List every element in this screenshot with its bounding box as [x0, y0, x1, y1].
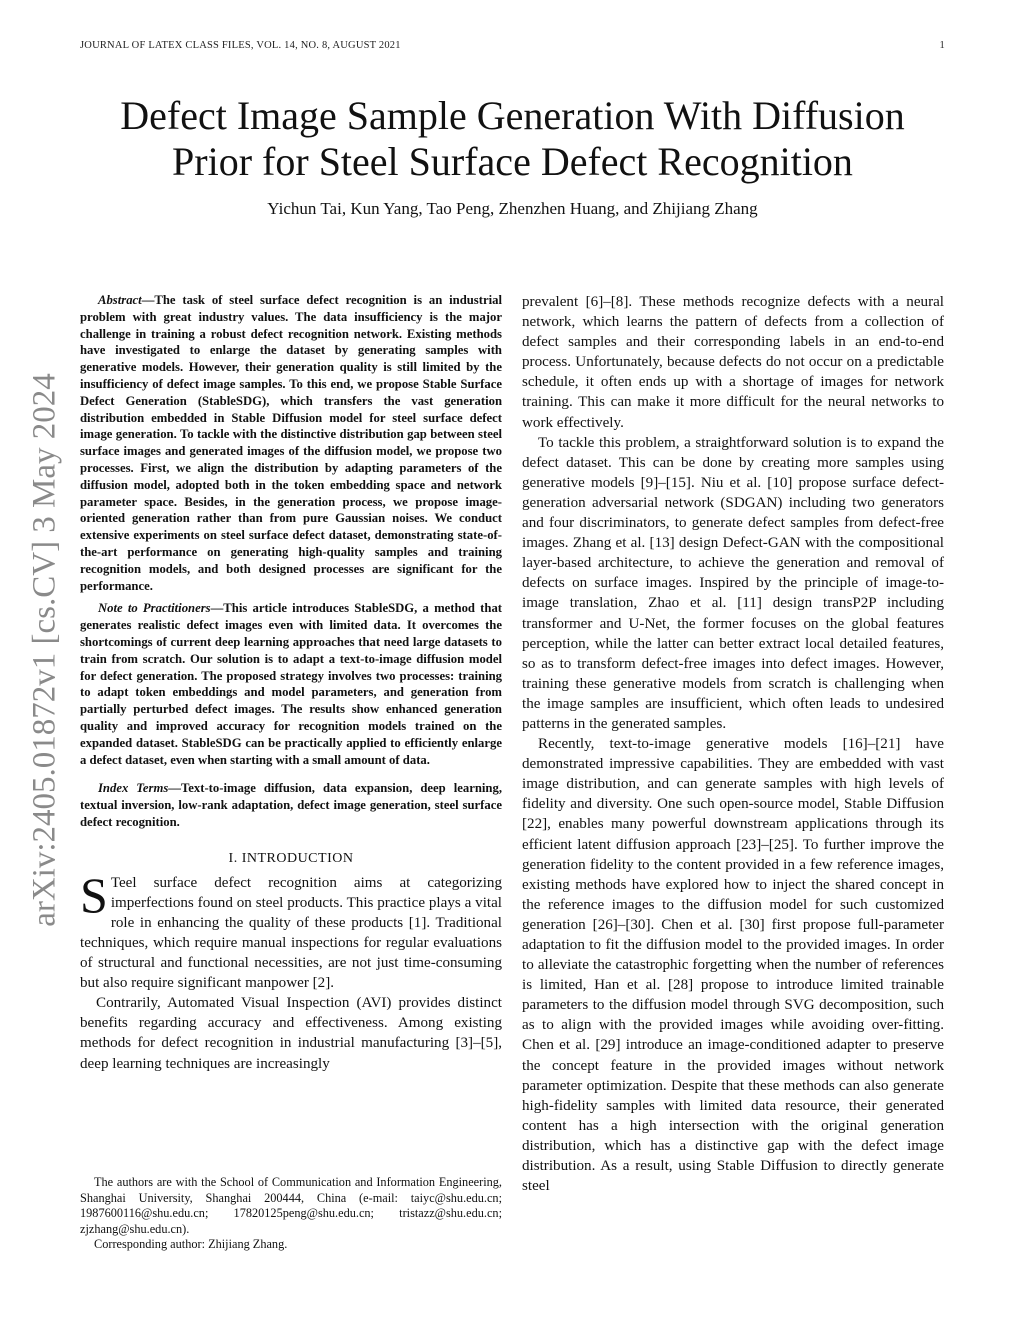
arxiv-identifier: arXiv:2405.01872v1 [cs.CV] 3 May 2024 — [26, 373, 63, 927]
paper-title — [80, 93, 945, 185]
right-paragraph-1: prevalent [6]–[8]. These methods recognize defects with a neural network, which learns the pattern of defects from a collection of defect samples and their corresponding labels in an end-to-end process. Unfortunately, because defects do not occur on a predictable schedule, it often ends up with a shortage of images for network training. This can make it more difficult for the neural networks to work effectively. — [522, 294, 944, 431]
title-line-2: Prior for Steel Surface Defect Recognition — [172, 139, 853, 184]
abstract-text: —The task of steel surface defect recognition is an industrial problem with great industry values. The data insufficiency is the major challenge in training a robust defect recognition network. Existing methods have investigated to enlarge the dataset by generating samples with generative models. However, their generation quality is still limited by the insufficiency of defect image samples. To this end, we propose Stable Surface Defect Generation (StableSDG), which transfers the vast generation distribution embedded in Stable Diffusion model for steel surface defect image generation. To tackle with the distinctive distribution gap between steel surface images and generated images of the diffusion model, we propose two processes. First, we align the distribution by adapting parameters of the diffusion model, adopted both in the token embedding space and network parameter space. Besides, in the generation process, we propose image-oriented generation rather than from pure Gaussian noises. We conduct extensive experiments on steel surface defect dataset, demonstrating state-of-the-art performance on generating high-quality samples and training recognition models, and both designed processes are significant for the performance. — [80, 293, 502, 593]
page-number: 1 — [939, 40, 945, 51]
index-terms-text: —Text-to-image diffusion, data expansion, deep learning, textual inversion, low-rank adaptation, defect image generation, steel surface defect recognition. — [80, 781, 502, 829]
author-list: Yichun Tai, Kun Yang, Tao Peng, Zhenzhen Huang, and Zhijiang Zhang — [267, 199, 758, 218]
right-paragraph-3: Recently, text-to-image generative models [16]–[21] have demonstrated impressive capabilities. They are embedded with vast image distribution, and can generate samples with high levels of fidelity and diversity. One such open-source model, Stable Diffusion [22], enables many powerful downstream applications through its efficient latent diffusion approach [23]–[25]. To further improve the generation fidelity to the content provided in a few reference images, existing methods have explored how to inject the shared concept in the reference images to the diffusion model for such customized generation [26]–[30]. Chen et al. [30] first propose full-parameter adaptation to fit the diffusion model to the provided images. In order to alleviate the catastrophic forgetting when the number of references is limited, Han et al. [28] propose to introduce limited trainable parameters to the diffusion model through SVG decomposition, such as to align with the provided images while avoiding over-fitting. Chen et al. [29] introduce an image-conditioned adapter to preserve the concept feature in the provided images without network parameter optimization. Despite that these methods can also generate high-fidelity samples with limited data resource, their generated content has a high intersection with the original generation distribution, which has a distinctive gap with the defect image distribution. As a result, using Stable Diffusion to directly generate steel — [522, 736, 944, 1195]
running-header — [80, 40, 945, 51]
note-to-practitioners — [80, 600, 502, 768]
section-heading-introduction: I. INTRODUCTION — [228, 850, 354, 866]
footnote — [80, 1175, 502, 1253]
abstract-label: Abstract — [98, 293, 142, 307]
left-column — [80, 292, 502, 1074]
right-column — [522, 292, 944, 1196]
drop-cap: S — [80, 866, 108, 923]
arxiv-sidebar — [10, 350, 80, 950]
footnote-affiliation: The authors are with the School of Communication and Information Engineering, Shanghai University, Shanghai 200444, China (e-mail: taiyc@shu.edu.cn; 1987600116@shu.edu.cn; 17820125peng@shu.edu.cn; tristazz@shu.edu.cn; zjzhang@shu.edu.cn). — [80, 1175, 502, 1236]
abstract — [80, 292, 502, 594]
note-label: Note to Practitioners — [98, 601, 211, 616]
journal-name: JOURNAL OF LATEX CLASS FILES, VOL. 14, NO. 8, AUGUST 2021 — [80, 40, 401, 51]
title-line-1: Defect Image Sample Generation With Diffusion — [120, 93, 905, 138]
right-paragraph-2: To tackle this problem, a straightforward solution is to expand the defect dataset. This can be done by creating more samples using generative models [9]–[15]. Niu et al. [10] propose surface defect-generation adversarial network (SDGAN) including two generators and four discriminators, to generate defect samples from defect-free images. Zhang et al. [13] design Defect-GAN with the compositional layer-based architecture, to achieve the generation and removal of defects on surface images. Inspired by the principle of image-to-image translation, Zhao et al. [11] design transP2P including transformer and U-Net, the former focuses on the global features perception, while the latter can better extract local detailed features, so as to transform defect-free images into defect images. However, training these generative models from scratch is challenging when the image samples are insufficient, which often leads to undesired patterns in the generated samples. — [522, 434, 944, 732]
index-terms — [80, 780, 502, 830]
intro-paragraph-1 — [80, 866, 502, 994]
note-text: —This article introduces StableSDG, a method that generates realistic defect images even with limited data. It overcomes the shortcomings of current deep learning approaches that need large datasets to train from scratch. Our solution is to adapt a text-to-image diffusion model for defect generation. The proposed strategy involves two processes: training to adapt token embeddings and model parameters, and generation from partially perturbed defect images. The results show enhanced generation quality and improved accuracy for recognition models trained on the expanded dataset. StableSDG can be practically applied to efficiently enlarge a defect dataset, even when starting with a small amount of data. — [80, 601, 503, 767]
intro-p1-text: Teel surface defect recognition aims at categorizing imperfections found on steel products. This practice plays a vital role in enhancing the quality of these products [1]. Traditional techniques, which require manual inspections for regular evaluations of structural and functional necessities, are not just time-consuming but also require significant manpower [2]. — [80, 874, 502, 992]
intro-paragraph-2: Contrarily, Automated Visual Inspection (AVI) provides distinct benefits regarding accuracy and effectiveness. Among existing methods for defect recognition in industrial manufacturing [3]–[5], deep learning techniques are increasingly — [80, 995, 502, 1072]
footnote-corresponding: Corresponding author: Zhijiang Zhang. — [94, 1237, 288, 1251]
index-terms-label: Index Terms — [98, 781, 169, 796]
